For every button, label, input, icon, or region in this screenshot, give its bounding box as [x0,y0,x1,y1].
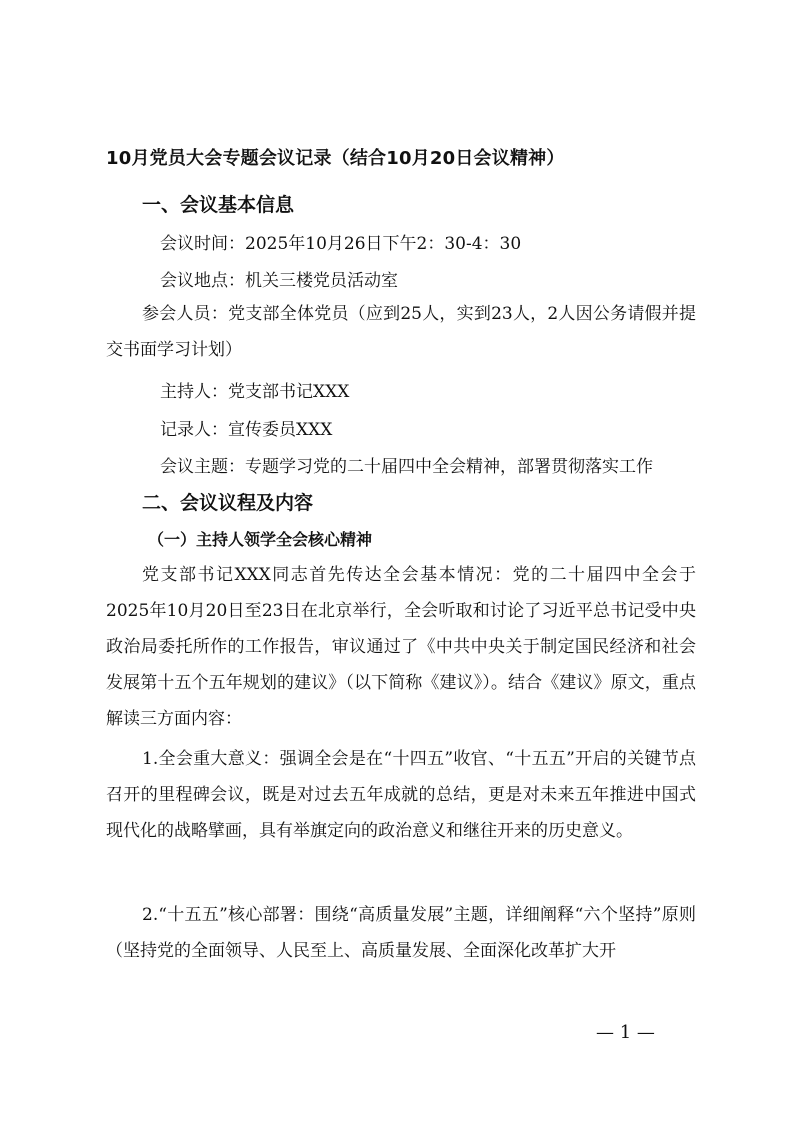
subsection-heading-core-spirit: （一）主持人领学全会核心精神 [148,530,373,549]
meeting-host: 主持人：党支部书记XXX [160,382,350,402]
paragraph-point-1: 1.全会重大意义：强调全会是在“十四五”收官、“十五五”开启的关键节点召开的里程碑会议，既是对过去五年成就的总结，更是对未来五年推进中国式现代化的战略擘画，具有举旗定向的政治意义和继往开来的历史意义。 [106,749,696,841]
paragraph-point-2: 2.“十五五”核心部署：围绕“高质量发展”主题，详细阐释“六个坚持”原则（坚持党的全面领导、人民至上、高质量发展、全面深化改革扩大开 [106,905,696,961]
meeting-attendees: 参会人员：党支部全体党员（应到25人，实到23人，2人因公务请假并提交书面学习计划） [106,304,696,360]
page-number: — 1 — [596,1022,655,1043]
section-heading-basic-info: 一、会议基本信息 [142,194,295,216]
meeting-recorder: 记录人：宣传委员XXX [160,420,333,440]
meeting-time: 会议时间：2025年10月26日下午2：30-4：30 [160,234,522,254]
meeting-place: 会议地点：机关三楼党员活动室 [160,271,398,291]
document-title: 10月党员大会专题会议记录（结合10月20日会议精神） [106,148,565,169]
paragraph-intro: 党支部书记XXX同志首先传达全会基本情况：党的二十届四中全会于2025年10月20日至23日在北京举行，全会听取和讨论了习近平总书记受中央政治局委托所作的工作报告，审议通过了《中共中央关于制定国民经济和社会发展第十五个五年规划的建议》（以下简称《建议》）。结合《建议》原文，重点解读三方面内容： [106,565,696,729]
section-heading-agenda: 二、会议议程及内容 [142,492,314,514]
meeting-theme: 会议主题：专题学习党的二十届四中全会精神，部署贯彻落实工作 [160,457,653,477]
